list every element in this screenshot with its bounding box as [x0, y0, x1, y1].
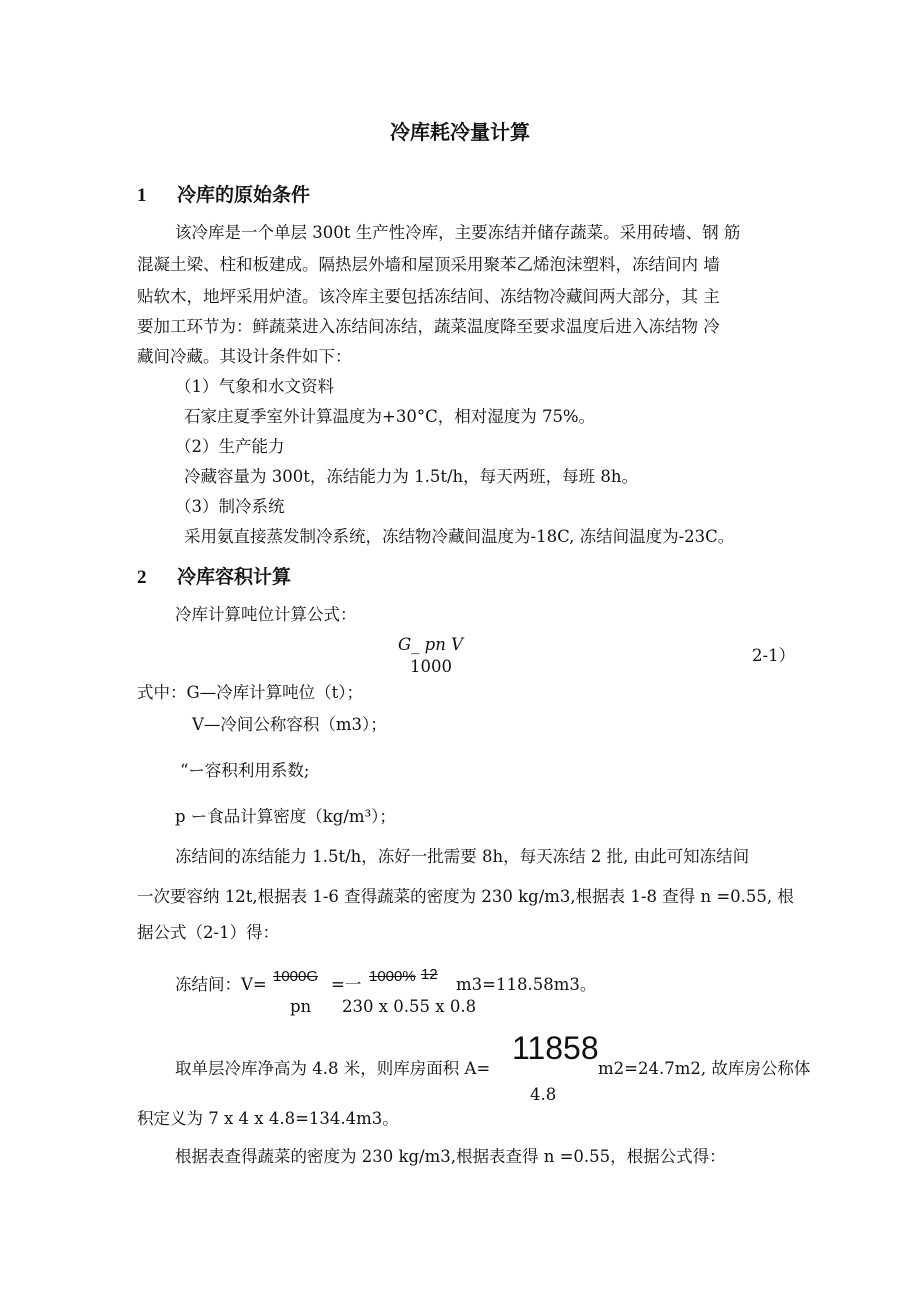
- volume-definition: 积定义为 7 x 4 x 4.8=134.4m3。: [137, 1109, 399, 1128]
- definition-eta: “ー容积利用系数;: [180, 761, 310, 780]
- calc-fraction-2-numerator: 1000%: [369, 968, 416, 985]
- formula-tag: 2-1）: [752, 646, 796, 665]
- calc-label: 冻结间：V=: [175, 975, 267, 994]
- calc-result: m3=118.58m3。: [456, 975, 597, 994]
- section-title: 冷库容积计算: [177, 566, 292, 588]
- para-line: 据公式（2-1）得：: [137, 923, 280, 942]
- intro-line: 贴软木，地坪采用炉渣。该冷库主要包括冻结间、冻结物冷藏间两大部分，其 主: [137, 287, 720, 306]
- intro-line: 混凝土梁、柱和板建成。隔热层外墙和屋顶采用聚苯乙烯泡沫塑料，冻结间内 墙: [137, 255, 720, 274]
- para-line: 冻结间的冻结能力 1.5t/h，冻好一批需要 8h，每天冻结 2 批, 由此可知冻结间: [175, 847, 750, 866]
- calc-equals: =一: [331, 975, 362, 994]
- item-2-text: 冷藏容量为 300t，冻结能力为 1.5t/h，每天两班，每班 8h。: [184, 467, 639, 486]
- definition-g: 式中：G—冷库计算吨位（t）；: [137, 683, 364, 702]
- formula-intro: 冷库计算吨位计算公式：: [175, 605, 357, 624]
- para-line: 一次要容纳 12t,根据表 1-6 查得蔬菜的密度为 230 kg/m3,根据表 1-8 查得 n =0.55, 根: [137, 887, 794, 906]
- calc-fraction-1-denominator: pn: [290, 997, 312, 1016]
- calc-fraction-2-sup: 12: [421, 966, 438, 983]
- calc-fraction-2-denominator: 230 x 0.55 x 0.8: [342, 997, 477, 1016]
- definition-v: V—冷间公称容积（m3）；: [192, 715, 387, 734]
- calc-fraction-1-numerator: 1000G: [273, 968, 319, 985]
- item-1-label: （1）气象和水文资料: [175, 377, 334, 396]
- section-number: 1: [137, 185, 147, 206]
- item-3-text: 采用氨直接蒸发制冷系统，冻结物冷藏间温度为-18C, 冻结间温度为-23C。: [184, 527, 735, 546]
- item-2-label: （2）生产能力: [175, 437, 285, 456]
- last-line: 根据表查得蔬菜的密度为 230 kg/m3,根据表查得 n =0.55，根据公式得：: [175, 1147, 726, 1166]
- section-2-heading: [137, 562, 291, 589]
- section-number: 2: [137, 567, 147, 588]
- area-denominator: 4.8: [530, 1085, 557, 1104]
- area-numerator: 11858: [512, 1030, 599, 1066]
- formula-denominator: 1000: [410, 657, 452, 676]
- document-title: 冷库耗冷量计算: [390, 120, 530, 144]
- intro-line: 要加工环节为：鲜蔬菜进入冻结间冻结，蔬菜温度降至要求温度后进入冻结物 冷: [137, 317, 720, 336]
- intro-line: 该冷库是一个单层 300t 生产性冷库，主要冻结并储存蔬菜。采用砖墙、钢 筋: [175, 223, 741, 242]
- item-3-label: （3）制冷系统: [175, 497, 285, 516]
- item-1-text: 石家庄夏季室外计算温度为+30°C，相对湿度为 75%。: [184, 407, 596, 426]
- formula-numerator-text: G_ pn V: [398, 635, 464, 654]
- section-title: 冷库的原始条件: [177, 184, 311, 206]
- definition-rho: p ー食品计算密度（kg/m³）；: [175, 807, 396, 826]
- area-text: 取单层冷库净高为 4.8 米，则库房面积 A=: [175, 1059, 491, 1078]
- section-1-heading: [137, 180, 310, 207]
- area-result: m2=24.7m2, 故库房公称体: [598, 1059, 811, 1078]
- intro-line: 藏间冷藏。其设计条件如下：: [137, 347, 352, 366]
